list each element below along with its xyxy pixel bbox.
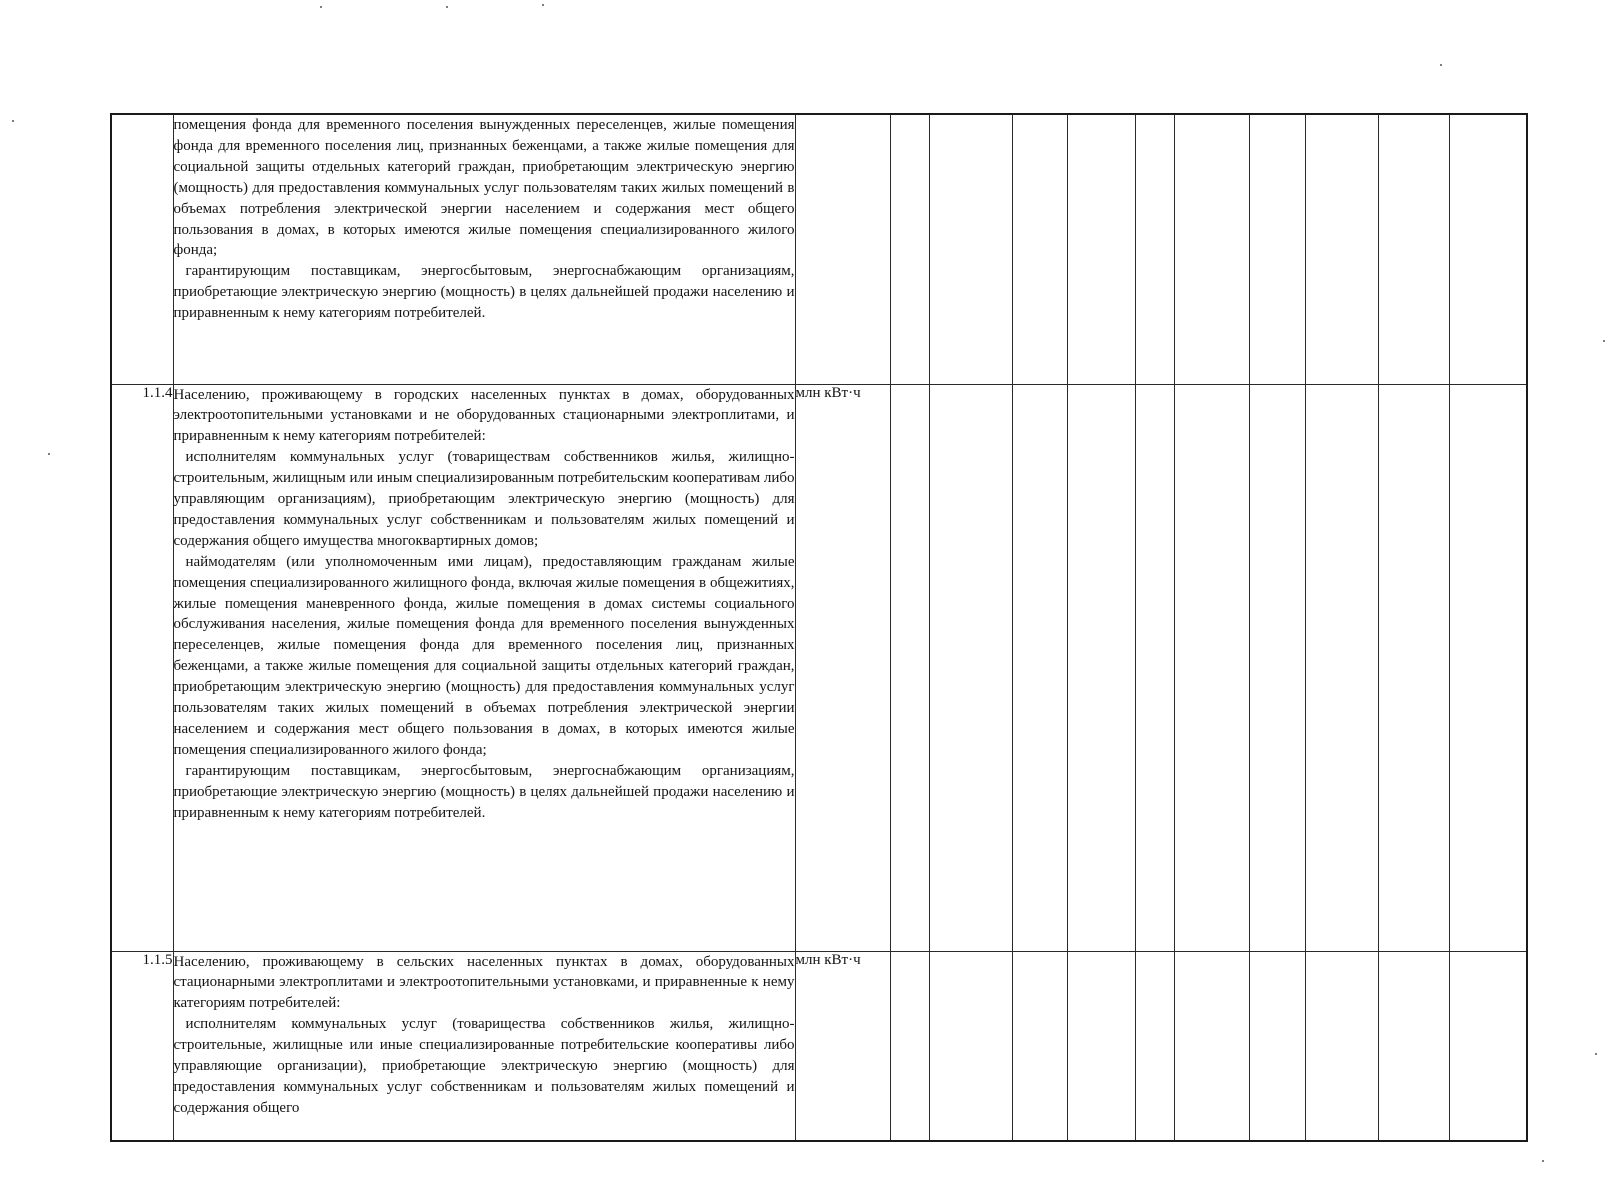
value-cell [1174,384,1249,951]
row-unit [795,114,890,384]
paragraph: Населению, проживающему в городских населенных пунктах в домах, оборудованных электроотопительными установками и не оборудованных стационарными электроплитами, и приравненным к нему категориям потребителей: [173,386,795,445]
value-cell [929,114,1012,384]
paragraph: гарантирующим поставщикам, энергосбытовым, энергоснабжающим организациям, приобретающие электрическую энергию (мощность) в целях дальнейшей продажи населению и приравненным к нему категориям потребителей. [173,263,795,322]
row-description [173,951,795,1141]
paragraph: наймодателям (или уполномоченным ими лицам), предоставляющим гражданам жилые помещения специализированного жилищного фонда, включая жилые помещения в общежитиях, жилые помещения маневренного фонда, жилые помещения в домах системы социального обслуживания населения, жилые помещения фонда для временного поселения вынужденных переселенцев, жилые помещения фонда для временного поселения лиц, признанных беженцами, а также жилые помещения для социальной защиты отдельных категорий граждан, приобретающим электрическую энергию (мощность) для предоставления коммунальных услуг пользователям таких жилых помещений в объемах потребления электрической энергии населением и содержания мест общего пользования в домах, в которых имеются жилые помещения специализированного жилого фонда; [173,553,795,758]
value-cell [1249,951,1305,1141]
value-cell [890,384,929,951]
value-cell [1449,951,1527,1141]
value-cell [929,951,1012,1141]
row-description [173,384,795,951]
value-cell [890,114,929,384]
value-cell [1305,384,1378,951]
table-row [111,951,1527,1141]
row-number [111,114,173,384]
row-number: 1.1.4 [111,384,173,951]
value-cell [1378,951,1449,1141]
scan-speck [12,120,14,122]
value-cell [1449,114,1527,384]
value-cell [1378,384,1449,951]
value-cell [1449,384,1527,951]
paragraph: Населению, проживающему в сельских населенных пунктах в домах, оборудованных стационарными электроплитами и электроотопительными установками, и приравненные к нему категориям потребителей: [173,953,795,1012]
value-cell [1135,384,1174,951]
table-row [111,384,1527,951]
value-cell [1135,951,1174,1141]
value-cell [1249,114,1305,384]
scan-speck [542,4,544,6]
value-cell [1067,384,1135,951]
value-cell [1174,114,1249,384]
value-cell [1174,951,1249,1141]
value-cell [1012,384,1067,951]
scan-speck [48,453,50,455]
value-cell [890,951,929,1141]
scan-speck [1603,340,1605,342]
paragraph: помещения фонда для временного поселения вынужденных переселенцев, жилые помещения фонда для временного поселения лиц, признанных беженцами, а также жилые помещения для социальной защиты отдельных категорий граждан, приобретающим электрическую энергию (мощность) для предоставления коммунальных услуг пользователям таких жилых помещений в объемах потребления электрической энергии населением и содержания мест общего пользования в домах, в которых имеются жилые помещения специализированного жилого фонда; [173,117,795,259]
value-cell [1378,114,1449,384]
value-cell [1012,114,1067,384]
scan-speck [320,6,322,8]
scan-speck [1595,1053,1597,1055]
scan-speck [446,6,448,8]
value-cell [1249,384,1305,951]
paragraph: исполнителям коммунальных услуг (товариществам собственников жилья, жилищно-строительным, жилищным или иным специализированным потребительским кооперативам либо управляющим организациям), приобретающим электрическую энергию (мощность) для предоставления коммунальных услуг собственникам и пользователям жилых помещений и содержания общего имущества многоквартирных домов; [173,449,795,549]
value-cell [929,384,1012,951]
row-number: 1.1.5 [111,951,173,1141]
paragraph: гарантирующим поставщикам, энергосбытовым, энергоснабжающим организациям, приобретающие электрическую энергию (мощность) в целях дальнейшей продажи населению и приравненным к нему категориям потребителей. [173,762,795,821]
value-cell [1012,951,1067,1141]
value-cell [1305,114,1378,384]
paragraph: исполнителям коммунальных услуг (товарищества собственников жилья, жилищно-строительные, жилищные или иные специализированные потребительские кооперативы либо управляющие организации), приобретающие электрическую энергию (мощность) для предоставления коммунальных услуг собственникам и пользователям жилых помещений и содержания общего [173,1016,795,1116]
row-unit: млн кВт·ч [795,384,890,951]
scan-speck [1440,64,1442,66]
value-cell [1305,951,1378,1141]
value-cell [1135,114,1174,384]
tariff-table [110,113,1528,1142]
value-cell [1067,114,1135,384]
table-row [111,114,1527,384]
row-description [173,114,795,384]
row-unit: млн кВт·ч [795,951,890,1141]
scan-speck [1542,1160,1544,1162]
value-cell [1067,951,1135,1141]
